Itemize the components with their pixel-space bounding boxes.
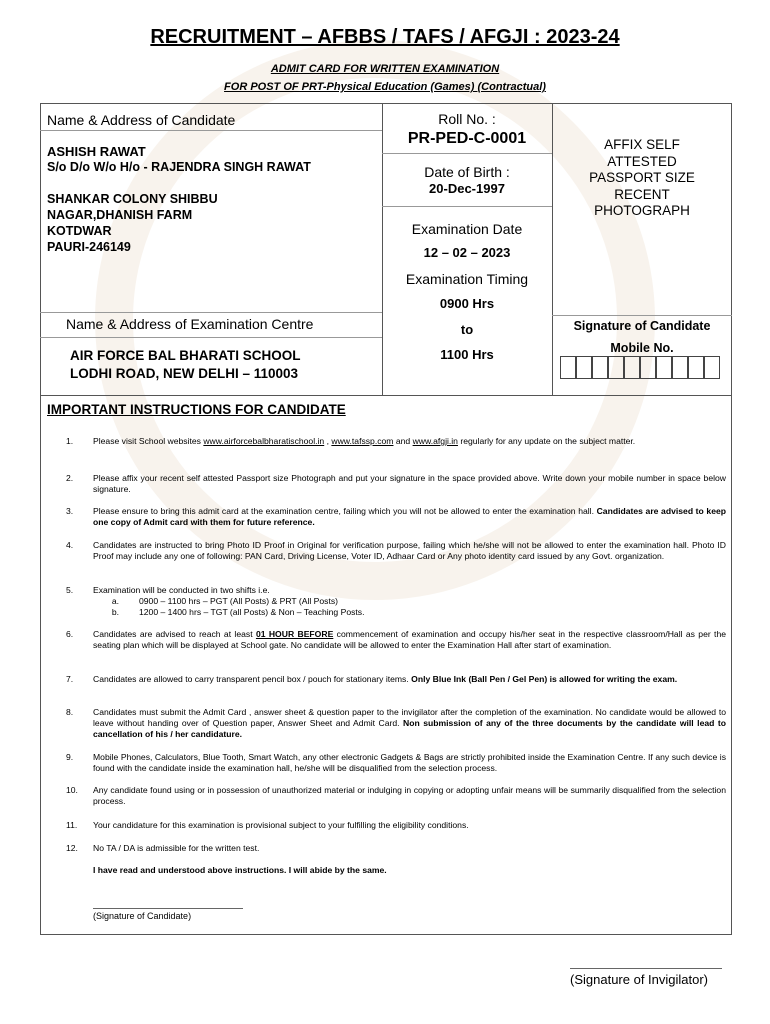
exam-date: 12 – 02 – 2023 xyxy=(423,245,511,260)
instruction-4: 4. Candidates are instructed to bring Photo ID Proof in Original for verification purpose, failing which he/she will not be allowed to enter the examination hall. Photo ID Proof may include any one of following: PAN Card, Driving License, Voter ID, Adhaar Card or Any photo identity card issued by any Govt. organization. xyxy=(66,540,726,561)
roll-number: PR-PED-C-0001 xyxy=(407,130,527,147)
instruction-2: 2. Please affix your recent self attested Passport size Photograph and put your signature in the space provided above. Write down your mobile number in space below signature. xyxy=(66,473,726,494)
afgji-website-link[interactable]: www.afgji.in xyxy=(412,436,458,446)
date-of-birth: 20-Dec-1997 xyxy=(429,181,505,196)
instruction-3: 3. Please ensure to bring this admit card at the examination centre, failing which you will not be allowed to enter the examination hall. Candidates are advised to keep one copy of Admit card with them for future reference. xyxy=(66,506,727,527)
page-title: RECRUITMENT – AFBBS / TAFS / AFGJI : 2023-24 xyxy=(150,26,620,48)
time-to: 1100 Hrs xyxy=(440,347,494,362)
school-website-link[interactable]: www.airforcebalbharatischool.in xyxy=(203,436,325,446)
candidate-relation: S/o D/o W/o H/o - RAJENDRA SINGH RAWAT xyxy=(47,160,311,174)
mobile-digit-box[interactable] xyxy=(560,356,576,379)
mobile-digit-box[interactable] xyxy=(688,356,704,379)
centre-line-2: LODHI ROAD, NEW DELHI – 110003 xyxy=(70,366,299,381)
time-from: 0900 Hrs xyxy=(439,296,495,311)
mobile-digit-box[interactable] xyxy=(656,356,672,379)
time-to-word: to xyxy=(460,322,474,337)
instruction-9: 9. Mobile Phones, Calculators, Blue Tooth, Smart Watch, any other electronic Gadgets & Bags are strictly prohibited inside the Examination Centre. If any such device is found with the candidate inside the examination hall, he/she will be disqualified from the selection process. xyxy=(66,752,726,773)
centre-line-1: AIR FORCE BAL BHARATI SCHOOL xyxy=(70,348,301,363)
tafssp-website-link[interactable]: www.tafssp.com xyxy=(331,436,394,446)
declaration: I have read and understood above instructions. I will abide by the same. xyxy=(93,865,387,875)
instruction-11: 11. Your candidature for this examination is provisional subject to your fulfilling the eligibility conditions. xyxy=(66,820,469,830)
centre-section-label: Name & Address of Examination Centre xyxy=(66,316,314,332)
candidate-signature-caption: (Signature of Candidate) xyxy=(93,911,192,921)
exam-date-label: Examination Date xyxy=(411,221,523,237)
instruction-7: 7. Candidates are allowed to carry transparent pencil box / pouch for stationary items. Only Blue Ink (Ball Pen / Gel Pen) is allowed for writing the exam. xyxy=(66,674,678,684)
instruction-6: 6. Candidates are advised to reach at least 01 HOUR BEFORE commencement of examination and occupy his/her seat in the respective classroom/Hall as per the seating plan which will be displayed at School gate. No candidate will be allowed to enter the Examination Hall after start of examination. xyxy=(66,629,726,650)
mobile-digit-box[interactable] xyxy=(704,356,720,379)
instruction-1: 1. Please visit School websites www.airforcebalbharatischool.in , www.tafssp.com and www.afgji.in regularly for any update on the subject matter. xyxy=(66,436,636,446)
mobile-digit-box[interactable] xyxy=(624,356,640,379)
photo-placeholder: AFFIX SELF ATTESTED PASSPORT SIZE RECENT PHOTOGRAPH xyxy=(589,137,695,218)
instruction-10: 10. Any candidate found using or in possession of unauthorized material or indulging in copying or adopting unfair means will be summarily disqualified from the selection process. xyxy=(66,785,726,806)
candidate-address: SHANKAR COLONY SHIBBU NAGAR,DHANISH FARM KOTDWAR PAURI-246149 xyxy=(47,192,218,254)
instruction-8: 8. Candidates must submit the Admit Card , answer sheet & question paper to the invigilator after the completion of the examination. No candidate would be allowed to leave without handing over of Question paper, Answer Sheet and Admit Card. Non submission of any of the three documents by the candidate will lead to cancellation of his / her candidature. xyxy=(66,707,726,739)
mobile-digit-box[interactable] xyxy=(672,356,688,379)
invigilator-signature: (Signature of Invigilator) xyxy=(570,972,709,987)
candidate-name: ASHISH RAWAT xyxy=(47,144,146,159)
mobile-digit-box[interactable] xyxy=(608,356,624,379)
candidate-section-label: Name & Address of Candidate xyxy=(47,112,236,128)
mobile-digit-box[interactable] xyxy=(640,356,656,379)
roll-label: Roll No. : xyxy=(438,111,496,127)
instructions-heading: IMPORTANT INSTRUCTIONS FOR CANDIDATE xyxy=(47,402,346,417)
instruction-12: 12. No TA / DA is admissible for the written test. xyxy=(66,843,260,853)
instruction-5: 5. Examination will be conducted in two shifts i.e. a. 0900 – 1100 hrs – PGT (All Posts) & PRT (All Posts) b. 1200 – 1400 hrs – TGT (all Posts) & Non – Teaching Posts. xyxy=(66,585,365,617)
candidate-signature-label: Signature of Candidate xyxy=(573,319,711,333)
dob-label: Date of Birth : xyxy=(424,164,510,180)
mobile-digit-box[interactable] xyxy=(576,356,592,379)
mobile-digit-box[interactable] xyxy=(592,356,608,379)
mobile-label: Mobile No. xyxy=(610,341,674,355)
admit-card-subtitle: ADMIT CARD FOR WRITTEN EXAMINATION xyxy=(270,63,500,75)
post-subtitle: FOR POST OF PRT-Physical Education (Games) (Contractual) xyxy=(224,81,546,93)
exam-timing-label: Examination Timing xyxy=(405,271,529,287)
